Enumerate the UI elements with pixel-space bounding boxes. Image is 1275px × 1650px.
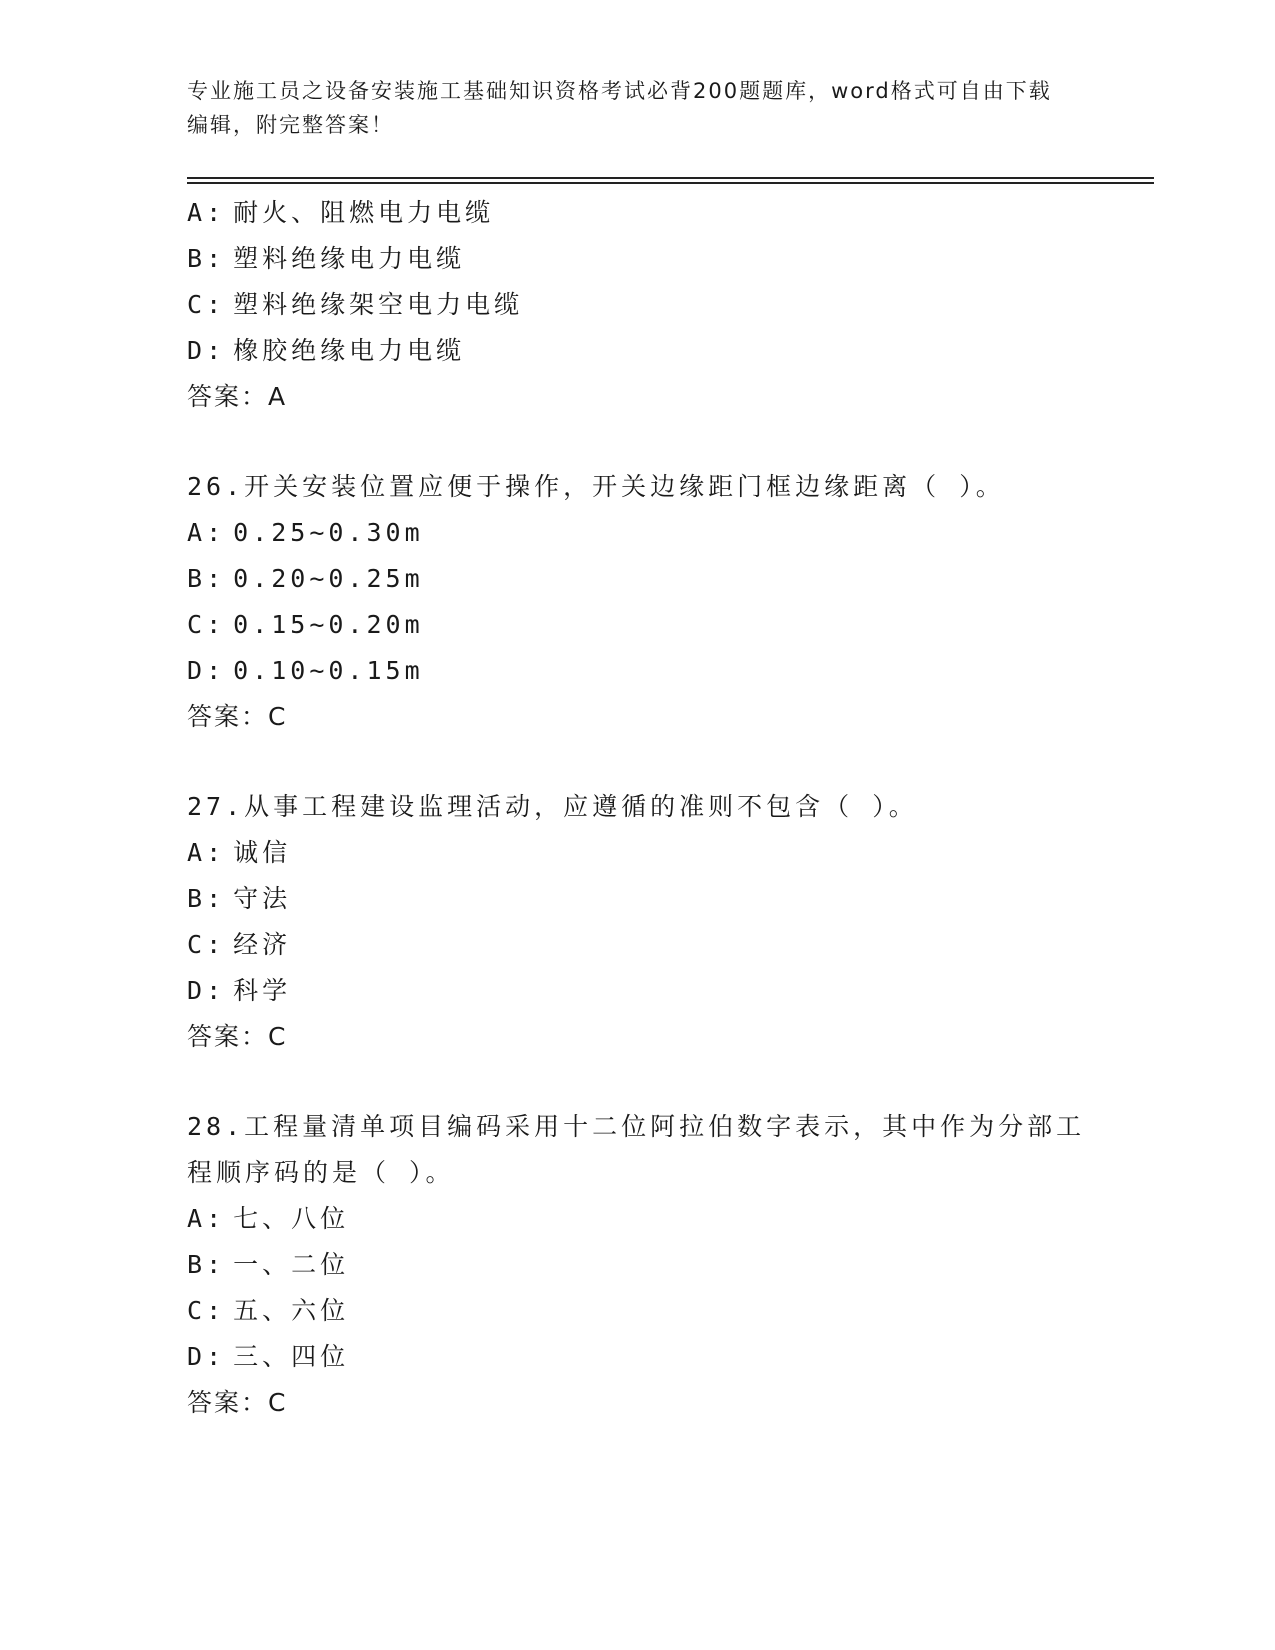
option-c: C: 经济 [187,930,292,959]
option-d: D: 三、四位 [187,1342,350,1371]
option-d: D: 科学 [187,976,292,1005]
option-a: A: 诚信 [187,838,292,867]
question-block-28 [187,1104,1087,1426]
document-header: 专业施工员之设备安装施工基础知识资格考试必背200题题库，word格式可自由下载编辑，附完整答案！ [187,79,1052,137]
answer-line: 答案：C [187,1022,288,1051]
question-block-27 [187,784,1087,1060]
option-c: C: 五、六位 [187,1296,350,1325]
answer-line: 答案：C [187,702,288,731]
question-list [187,190,1087,1426]
question-stem: 27.从事工程建设监理活动，应遵循的准则不包含（ ）。 [187,792,918,821]
option-b: B: 塑料绝缘电力电缆 [187,244,466,273]
option-d: D: 0.10~0.15m [187,656,424,685]
option-b: B: 一、二位 [187,1250,350,1279]
option-b: B: 守法 [187,884,292,913]
option-d: D: 橡胶绝缘电力电缆 [187,336,466,365]
question-stem: 28.工程量清单项目编码采用十二位阿拉伯数字表示，其中作为分部工程顺序码的是（ ）。 [187,1112,1086,1187]
option-a: A: 耐火、阻燃电力电缆 [187,198,495,227]
header-divider-top [187,177,1154,179]
answer-line: 答案：A [187,382,288,411]
answer-line: 答案：C [187,1388,288,1417]
option-a: A: 0.25~0.30m [187,518,424,547]
header-divider-bottom [187,182,1154,184]
option-c: C: 塑料绝缘架空电力电缆 [187,290,524,319]
question-block-26 [187,464,1087,740]
question-stem: 26.开关安装位置应便于操作，开关边缘距门框边缘距离（ ）。 [187,472,1005,501]
option-c: C: 0.15~0.20m [187,610,424,639]
option-a: A: 七、八位 [187,1204,350,1233]
question-block-partial [187,190,1087,420]
option-b: B: 0.20~0.25m [187,564,424,593]
